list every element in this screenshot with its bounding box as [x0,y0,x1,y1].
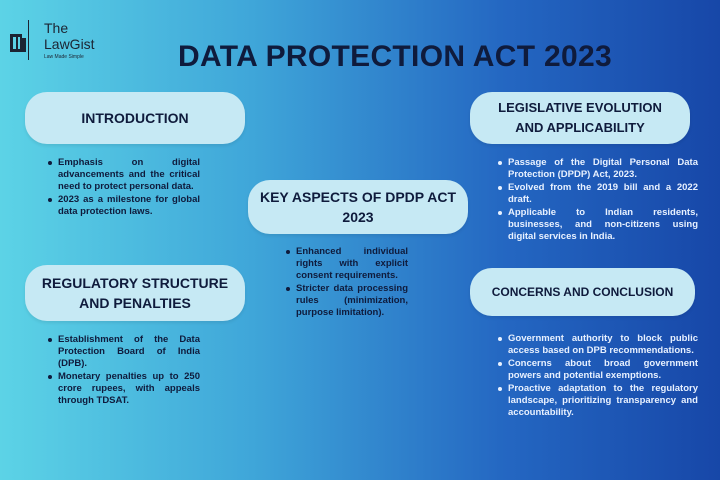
bullet-item: Enhanced individual rights with explicit consent requirements. [296,246,408,281]
bullet-item: Concerns about broad government powers and potential exemptions. [508,358,698,381]
bullet-item: Establishment of the Data Protection Board of India (DPB). [58,334,200,369]
bullet-item: Stricter data processing rules (minimization, purpose limitation). [296,283,408,318]
introduction-heading-pill [25,92,245,144]
bullet-item: Government authority to block public access based on DPB recommendations. [508,333,698,356]
regulatory-heading-line-1: REGULATORY STRUCTURE [41,275,229,291]
regulatory-heading-line-2: AND PENALTIES [79,295,191,311]
key-aspects-heading-line-2: 2023 [342,209,374,225]
regulatory-heading-pill [25,265,245,321]
regulatory-bullets [44,334,200,408]
logo-line-1: The [44,20,69,36]
introduction-bullets [44,157,200,219]
page-title: DATA PROTECTION ACT 2023 [178,40,612,73]
concerns-heading-pill [470,268,695,316]
key-aspects-bullets [282,246,408,320]
legislative-heading-pill [470,92,690,144]
legislative-heading-line-1: LEGISLATIVE EVOLUTION [498,100,662,115]
bullet-item: Monetary penalties up to 250 crore rupees, with appeals through TDSAT. [58,371,200,406]
introduction-heading: INTRODUCTION [81,110,189,126]
logo-text [44,20,95,60]
bullet-item: Applicable to Indian residents, businesses, and non-citizens using digital services in India. [508,207,698,242]
bullet-item: Emphasis on digital advancements and the critical need to protect personal data. [58,157,200,192]
logo-divider [28,20,29,60]
key-aspects-heading-line-1: KEY ASPECTS OF DPDP ACT [259,189,457,205]
bullet-item: Passage of the Digital Personal Data Protection (DPDP) Act, 2023. [508,157,698,180]
book-icon [8,30,28,56]
bullet-item: Proactive adaptation to the regulatory landscape, prioritizing transparency and accountability. [508,383,698,418]
legislative-heading-line-2: AND APPLICABILITY [515,120,645,135]
concerns-bullets [494,333,698,420]
concerns-heading: CONCERNS AND CONCLUSION [491,285,674,299]
bullet-item: 2023 as a milestone for global data protection laws. [58,194,200,217]
key-aspects-heading-pill [248,180,468,234]
lawgist-logo [8,20,95,60]
legislative-bullets [494,157,698,244]
bullet-item: Evolved from the 2019 bill and a 2022 draft. [508,182,698,205]
logo-tagline: Law Made Simple [44,54,84,60]
logo-line-2: LawGist [44,36,95,52]
